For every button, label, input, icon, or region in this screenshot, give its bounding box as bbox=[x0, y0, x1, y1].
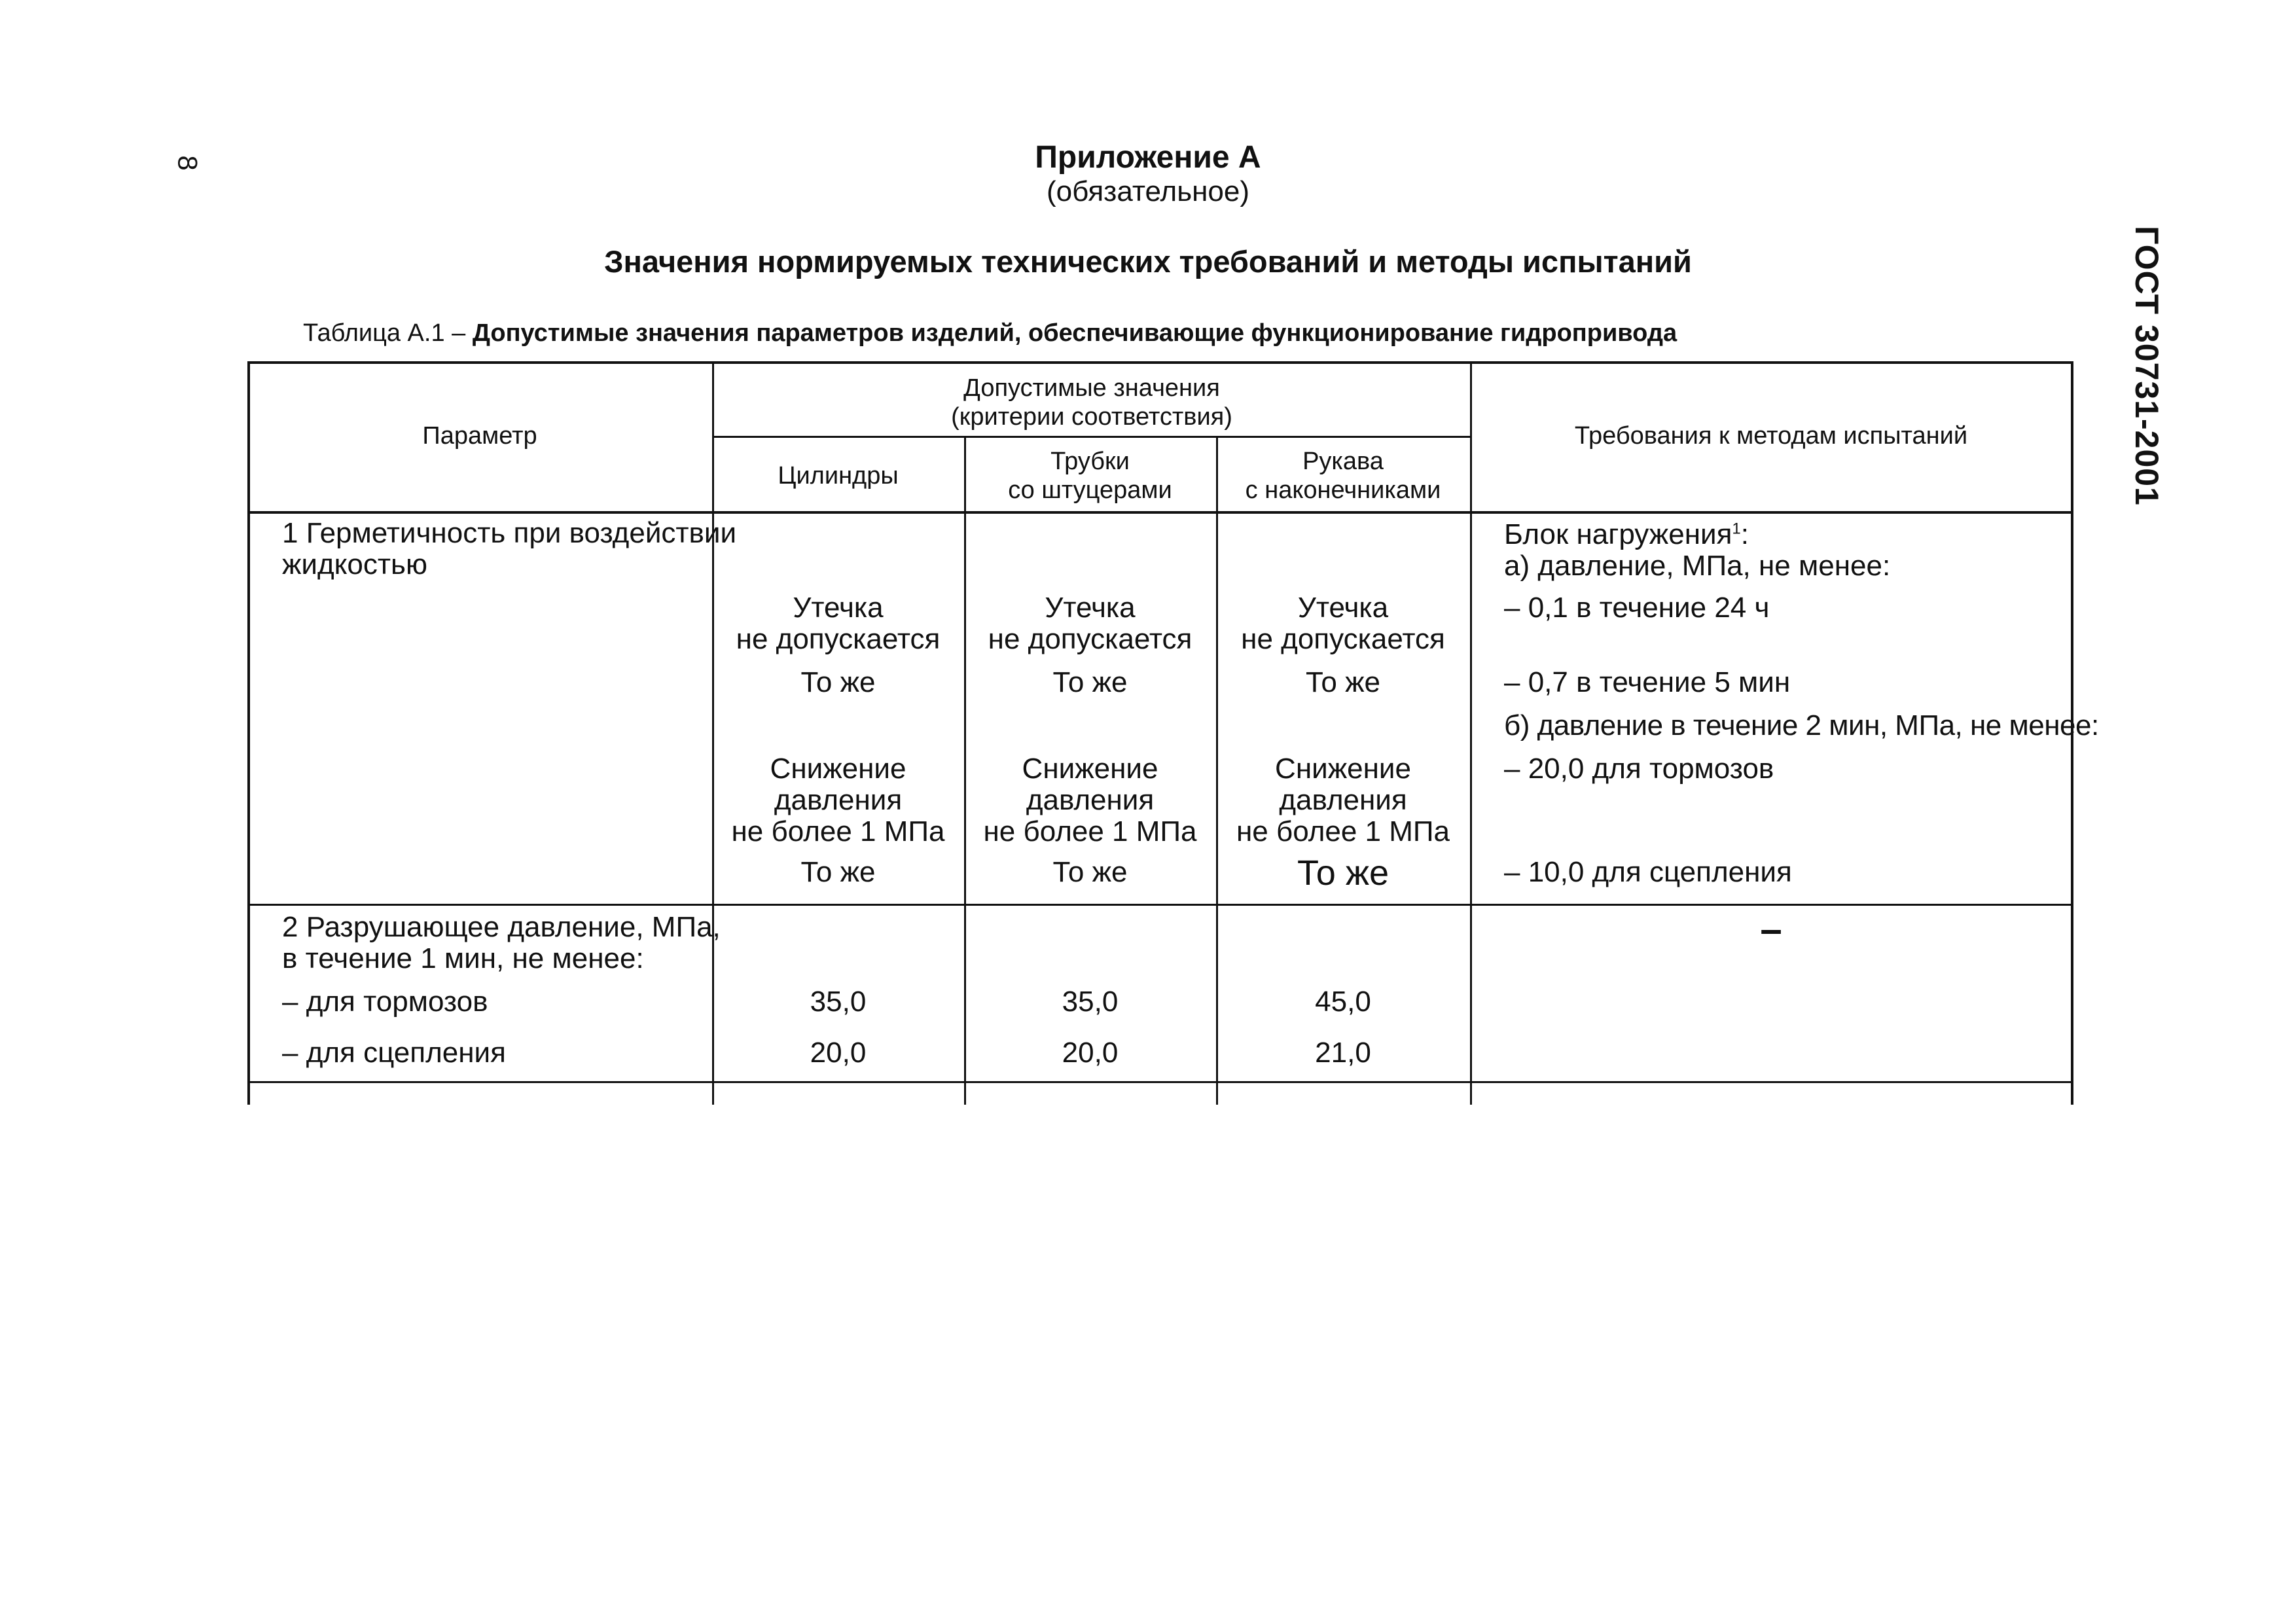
row1-req-a: а) давление, МПа, не менее: bbox=[1504, 550, 1891, 582]
row2-bottom-line bbox=[247, 1081, 2073, 1083]
row1-req-footnote-mark: 1 bbox=[1732, 520, 1741, 538]
table-caption bbox=[303, 319, 1677, 348]
header-allowed-line1: Допустимые значения bbox=[963, 374, 1220, 402]
row1-req-b: б) давление в течение 2 мин, МПа, не менее: bbox=[1504, 709, 2099, 741]
appendix-subtitle: (обязательное) bbox=[1046, 175, 1250, 207]
col-divider-4 bbox=[1470, 361, 1472, 1105]
header-hoses-line1: Рукава bbox=[1302, 448, 1384, 475]
row1-hose-leak-line1: Утечка bbox=[1297, 592, 1389, 624]
parameters-table bbox=[247, 361, 2099, 1105]
row1-parameter-line2: жидкостью bbox=[282, 548, 427, 580]
row1-cyl-drop-line3: не более 1 МПа bbox=[731, 815, 945, 847]
row1-tube-drop-line1: Снижение bbox=[1022, 753, 1158, 785]
row1-cyl-leak-line2: не допускается bbox=[736, 623, 941, 655]
table-border-left bbox=[247, 361, 250, 1105]
table-border-top bbox=[247, 361, 2073, 364]
header-cylinders: Цилиндры bbox=[778, 462, 899, 490]
table-caption-title: Допустимые значения параметров изделий, обеспечивающие функционирование гидропривода bbox=[472, 319, 1677, 347]
header-bottom-line bbox=[247, 511, 2073, 514]
row1-tube-drop-line2: давления bbox=[1026, 784, 1155, 816]
row1-cyl-leak-line1: Утечка bbox=[793, 592, 884, 624]
row2-cyl-clutch: 20,0 bbox=[810, 1037, 867, 1069]
row2-parameter-line2: в течение 1 мин, не менее: bbox=[282, 942, 644, 974]
row1-tube-same-2: То же bbox=[1052, 856, 1128, 888]
row2-parameter-line1: 2 Разрушающее давление, МПа, bbox=[282, 911, 721, 943]
row2-cyl-brakes: 35,0 bbox=[810, 986, 867, 1018]
row1-tube-same-1: То же bbox=[1052, 666, 1128, 698]
header-requirements: Требования к методам испытаний bbox=[1574, 422, 1968, 450]
gost-designation: ГОСТ 30731-2001 bbox=[2128, 226, 2165, 506]
row1-req-block-text: Блок нагружения bbox=[1504, 518, 1732, 550]
row1-cyl-same-2: То же bbox=[800, 856, 876, 888]
row1-cyl-drop-line1: Снижение bbox=[770, 753, 906, 785]
row1-req-block-colon: : bbox=[1740, 518, 1749, 550]
row1-cyl-same-1: То же bbox=[800, 666, 876, 698]
page-number: 8 bbox=[172, 155, 204, 171]
header-tubes-line2: со штуцерами bbox=[1008, 476, 1172, 504]
row2-clutch-label: – для сцепления bbox=[282, 1037, 506, 1069]
row1-tube-drop-line3: не более 1 МПа bbox=[983, 815, 1197, 847]
row1-hose-same-1: То же bbox=[1305, 666, 1381, 698]
header-tubes-line1: Трубки bbox=[1050, 448, 1130, 475]
row2-tube-clutch: 20,0 bbox=[1062, 1037, 1119, 1069]
row1-parameter-line1: 1 Герметичность при воздействии bbox=[282, 517, 737, 549]
row1-hose-same-2: То же bbox=[1297, 853, 1389, 893]
row2-hose-brakes: 45,0 bbox=[1315, 986, 1371, 1018]
row1-req-a1: – 0,1 в течение 24 ч bbox=[1504, 592, 1770, 624]
row1-tube-leak-line1: Утечка bbox=[1045, 592, 1136, 624]
header-parameter: Параметр bbox=[422, 422, 537, 450]
row1-hose-drop-line2: давления bbox=[1279, 784, 1407, 816]
row1-req-b2: – 10,0 для сцепления bbox=[1504, 856, 1792, 888]
header-allowed-line2: (критерии соответствия) bbox=[951, 403, 1232, 431]
row1-bottom-line bbox=[247, 904, 2073, 906]
row1-req-b1: – 20,0 для тормозов bbox=[1504, 753, 1774, 785]
header-split-line bbox=[712, 436, 1471, 438]
section-title: Значения нормируемых технических требований и методы испытаний bbox=[604, 244, 1692, 279]
row1-tube-leak-line2: не допускается bbox=[988, 623, 1193, 655]
row1-hose-leak-line2: не допускается bbox=[1241, 623, 1445, 655]
row1-hose-drop-line3: не более 1 МПа bbox=[1236, 815, 1450, 847]
row2-requirement: – bbox=[1760, 907, 1782, 951]
table-caption-prefix: Таблица А.1 – bbox=[303, 319, 473, 347]
row2-brakes-label: – для тормозов bbox=[282, 986, 488, 1018]
row2-tube-brakes: 35,0 bbox=[1062, 986, 1119, 1018]
row1-req-a2: – 0,7 в течение 5 мин bbox=[1504, 666, 1791, 698]
appendix-title: Приложение А bbox=[1035, 140, 1261, 175]
row1-hose-drop-line1: Снижение bbox=[1275, 753, 1411, 785]
row1-req-block bbox=[1504, 518, 1749, 551]
row2-hose-clutch: 21,0 bbox=[1315, 1037, 1371, 1069]
header-hoses-line2: с наконечниками bbox=[1245, 476, 1441, 504]
row1-cyl-drop-line2: давления bbox=[774, 784, 903, 816]
